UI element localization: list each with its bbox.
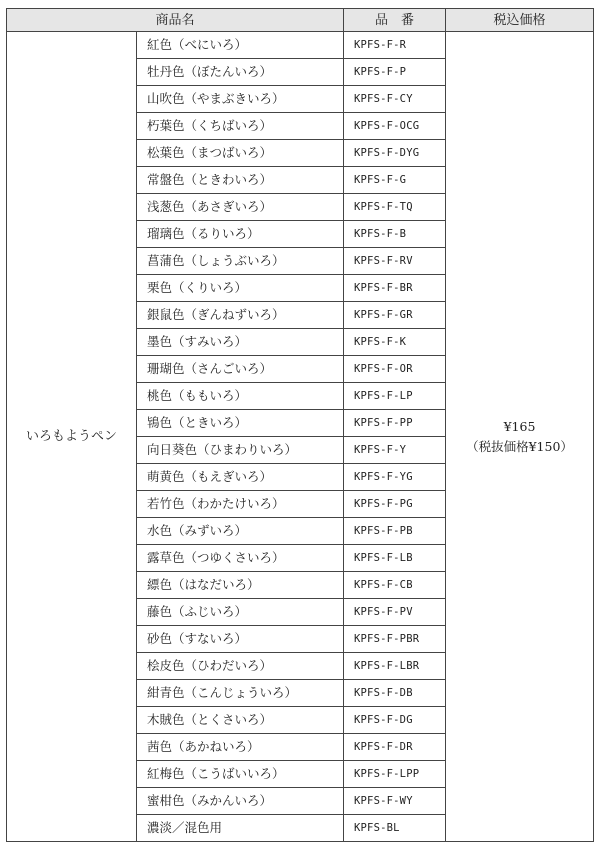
- header-row: [7, 9, 594, 32]
- product-code-cell: KPFS-F-PV: [344, 599, 446, 626]
- color-name-cell: 鴇色（ときいろ）: [137, 410, 344, 437]
- product-code-cell: KPFS-F-DR: [344, 734, 446, 761]
- color-name-cell: 紅色（べにいろ）: [137, 32, 344, 59]
- color-name-cell: 露草色（つゆくさいろ）: [137, 545, 344, 572]
- color-name-cell: 蜜柑色（みかんいろ）: [137, 788, 344, 815]
- color-name-cell: 銀鼠色（ぎんねずいろ）: [137, 302, 344, 329]
- header-code: 品 番: [344, 9, 446, 32]
- color-name-cell: 浅葱色（あさぎいろ）: [137, 194, 344, 221]
- product-code-cell: KPFS-F-R: [344, 32, 446, 59]
- color-name-cell: 砂色（すないろ）: [137, 626, 344, 653]
- product-code-cell: KPFS-F-RV: [344, 248, 446, 275]
- color-name-cell: 菖蒲色（しょうぶいろ）: [137, 248, 344, 275]
- price-tax-included: ¥165: [503, 418, 536, 434]
- color-name-cell: 常盤色（ときわいろ）: [137, 167, 344, 194]
- product-code-cell: KPFS-F-PP: [344, 410, 446, 437]
- color-name-cell: 瑠璃色（るりいろ）: [137, 221, 344, 248]
- product-code-cell: KPFS-F-YG: [344, 464, 446, 491]
- product-code-cell: KPFS-F-BR: [344, 275, 446, 302]
- product-table: [6, 8, 594, 842]
- product-code-cell: KPFS-F-DB: [344, 680, 446, 707]
- color-name-cell: 墨色（すみいろ）: [137, 329, 344, 356]
- price-tax-excluded: （税抜価格¥150）: [466, 438, 573, 454]
- color-name-cell: 珊瑚色（さんごいろ）: [137, 356, 344, 383]
- color-name-cell: 牡丹色（ぼたんいろ）: [137, 59, 344, 86]
- color-name-cell: 若竹色（わかたけいろ）: [137, 491, 344, 518]
- color-name-cell: 縹色（はなだいろ）: [137, 572, 344, 599]
- color-name-cell: 水色（みずいろ）: [137, 518, 344, 545]
- color-name-cell: 萌黄色（もえぎいろ）: [137, 464, 344, 491]
- product-code-cell: KPFS-BL: [344, 815, 446, 842]
- color-name-cell: 濃淡／混色用: [137, 815, 344, 842]
- product-code-cell: KPFS-F-WY: [344, 788, 446, 815]
- color-name-cell: 朽葉色（くちばいろ）: [137, 113, 344, 140]
- table-header: [7, 9, 594, 32]
- color-name-cell: 桃色（ももいろ）: [137, 383, 344, 410]
- color-name-cell: 茜色（あかねいろ）: [137, 734, 344, 761]
- product-code-cell: KPFS-F-LB: [344, 545, 446, 572]
- product-code-cell: KPFS-F-CY: [344, 86, 446, 113]
- product-code-cell: KPFS-F-DYG: [344, 140, 446, 167]
- color-name-cell: 栗色（くりいろ）: [137, 275, 344, 302]
- color-name-cell: 桧皮色（ひわだいろ）: [137, 653, 344, 680]
- product-code-cell: KPFS-F-DG: [344, 707, 446, 734]
- color-name-cell: 紺青色（こんじょういろ）: [137, 680, 344, 707]
- product-code-cell: KPFS-F-OCG: [344, 113, 446, 140]
- header-price: 税込価格: [446, 9, 594, 32]
- product-code-cell: KPFS-F-GR: [344, 302, 446, 329]
- product-code-cell: KPFS-F-K: [344, 329, 446, 356]
- product-code-cell: KPFS-F-OR: [344, 356, 446, 383]
- product-code-cell: KPFS-F-G: [344, 167, 446, 194]
- product-code-cell: KPFS-F-TQ: [344, 194, 446, 221]
- product-code-cell: KPFS-F-PG: [344, 491, 446, 518]
- table-body: [7, 32, 594, 842]
- product-code-cell: KPFS-F-LPP: [344, 761, 446, 788]
- product-code-cell: KPFS-F-Y: [344, 437, 446, 464]
- price-cell: [446, 32, 594, 842]
- color-name-cell: 山吹色（やまぶきいろ）: [137, 86, 344, 113]
- color-name-cell: 向日葵色（ひまわりいろ）: [137, 437, 344, 464]
- color-name-cell: 紅梅色（こうばいいろ）: [137, 761, 344, 788]
- color-name-cell: 木賊色（とくさいろ）: [137, 707, 344, 734]
- table-row: [7, 32, 594, 59]
- product-sheet: [6, 8, 593, 842]
- product-name-cell: いろもようペン: [7, 32, 137, 842]
- product-code-cell: KPFS-F-CB: [344, 572, 446, 599]
- product-code-cell: KPFS-F-P: [344, 59, 446, 86]
- color-name-cell: 藤色（ふじいろ）: [137, 599, 344, 626]
- product-code-cell: KPFS-F-LP: [344, 383, 446, 410]
- color-name-cell: 松葉色（まつばいろ）: [137, 140, 344, 167]
- product-code-cell: KPFS-F-B: [344, 221, 446, 248]
- product-code-cell: KPFS-F-PBR: [344, 626, 446, 653]
- header-product-name: 商品名: [7, 9, 344, 32]
- product-code-cell: KPFS-F-PB: [344, 518, 446, 545]
- product-code-cell: KPFS-F-LBR: [344, 653, 446, 680]
